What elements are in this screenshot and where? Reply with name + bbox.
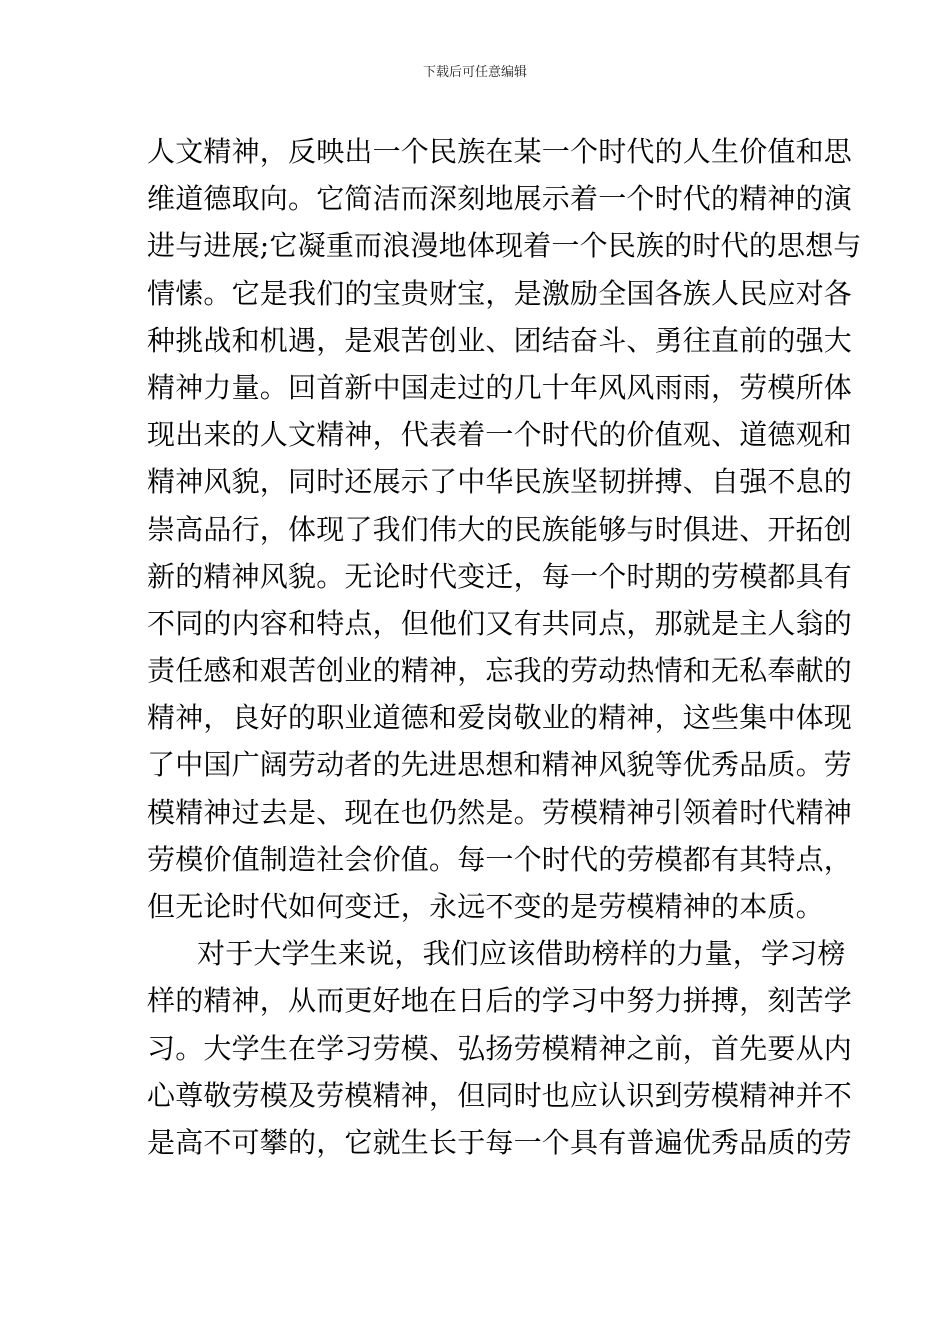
text-line: 维道德取向。它简洁而深刻地展示着一个时代的精神的演 <box>147 182 853 216</box>
paragraph-start-line: 对于大学生来说，我们应该借助榜样的力量，学习榜 <box>197 937 846 971</box>
text-line: 人文精神，反映出一个民族在某一个时代的人生价值和思 <box>147 135 853 168</box>
text-line: 情愫。它是我们的宝贵财宝，是激励全国各族人民应对各 <box>147 276 853 310</box>
text-line: 是高不可攀的，它就生长于每一个具有普遍优秀品质的劳 <box>147 1125 853 1159</box>
text-line: 了中国广阔劳动者的先进思想和精神风貌等优秀品质。劳 <box>147 748 853 782</box>
text-line: 但无论时代如何变迁，永远不变的是劳模精神的本质。 <box>147 890 824 923</box>
text-line: 种挑战和机遇，是艰苦创业、团结奋斗、勇往直前的强大 <box>147 323 853 357</box>
text-line: 精神，良好的职业道德和爱岗敬业的精神，这些集中体现 <box>147 701 853 735</box>
text-line: 精神力量。回首新中国走过的几十年风风雨雨，劳模所体 <box>147 370 853 404</box>
body-text <box>147 128 862 1166</box>
text-line: 样的精神，从而更好地在日后的学习中努力拼搏，刻苦学 <box>147 984 853 1018</box>
page-header: 下载后可任意编辑 <box>422 65 527 80</box>
text-line: 心尊敬劳模及劳模精神，但同时也应认识到劳模精神并不 <box>147 1078 853 1112</box>
text-line: 现出来的人文精神，代表着一个时代的价值观、道德观和 <box>147 418 853 452</box>
text-line: 模精神过去是、现在也仍然是。劳模精神引领着时代精神 <box>147 795 853 829</box>
text-line: 习。大学生在学习劳模、弘扬劳模精神之前，首先要从内 <box>147 1031 853 1065</box>
text-line: 责任感和艰苦创业的精神，忘我的劳动热情和无私奉献的 <box>147 654 853 688</box>
text-line: 精神风貌，同时还展示了中华民族坚韧拼搏、自强不息的 <box>147 465 853 499</box>
text-line: 崇高品行，体现了我们伟大的民族能够与时俱进、开拓创 <box>147 512 853 546</box>
text-line: 新的精神风貌。无论时代变迁，每一个时期的劳模都具有 <box>147 559 853 593</box>
text-line: 劳模价值制造社会价值。每一个时代的劳模都有其特点， <box>147 842 853 876</box>
text-line: 不同的内容和特点，但他们又有共同点，那就是主人翁的 <box>147 606 853 640</box>
text-line: 进与进展;它凝重而浪漫地体现着一个民族的时代的思想与 <box>147 229 862 263</box>
